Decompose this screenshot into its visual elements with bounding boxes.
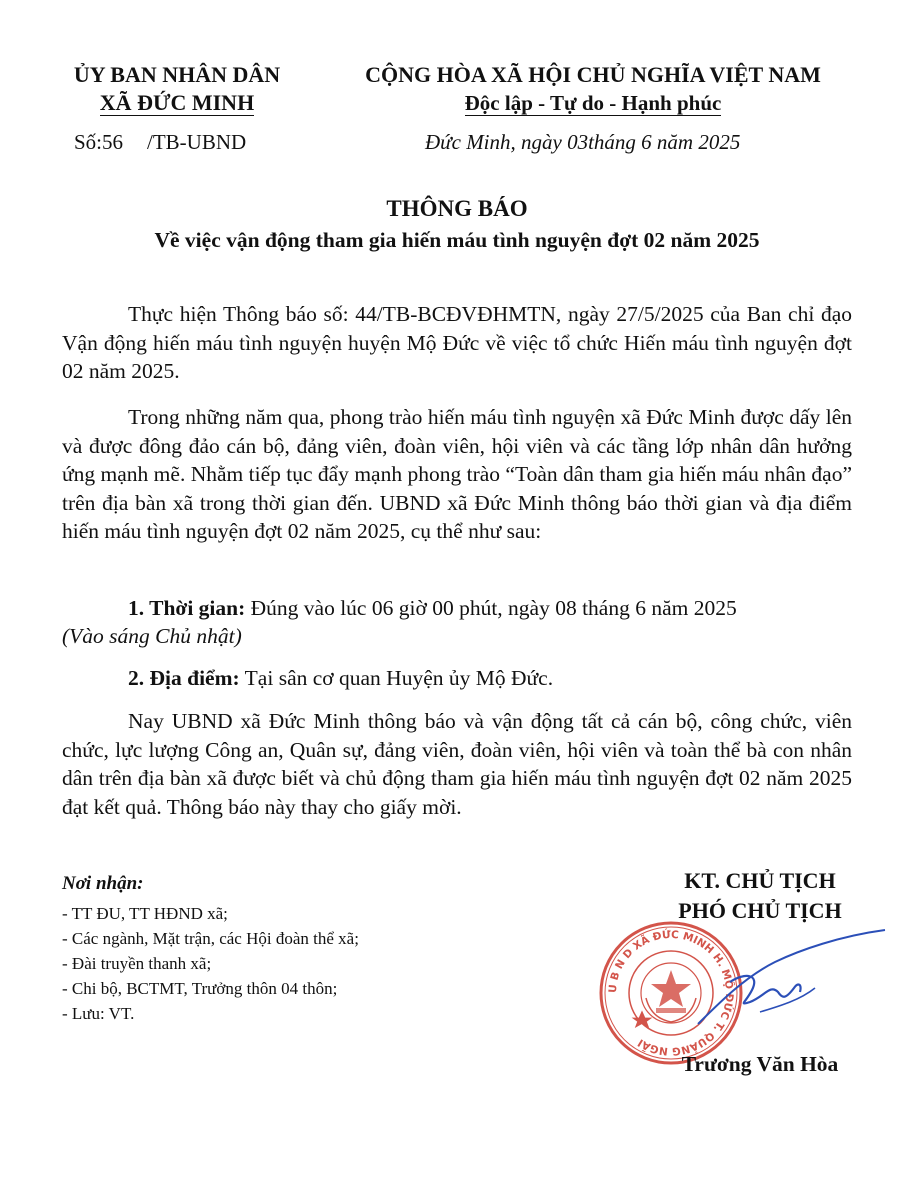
document-subject: Về việc vận động tham gia hiến máu tình nguyện đợt 02 năm 2025 [154, 228, 760, 252]
place-item [62, 664, 852, 693]
place-date-prefix: Đức Minh, ngày [425, 130, 562, 154]
recipient-item: - TT ĐU, TT HĐND xã; [62, 904, 228, 923]
number-value: 56 [102, 130, 124, 154]
recipient-item: - Các ngành, Mặt trận, các Hội đoàn thể xã; [62, 929, 359, 948]
place-label: 2. Địa điểm: [128, 666, 240, 690]
national-header [326, 61, 860, 117]
recipient-item: - Đài truyền thanh xã; [62, 954, 212, 973]
place-date-suffix: tháng 6 năm 2025 [588, 130, 741, 154]
signature-line1: KT. CHỦ TỊCH [684, 868, 836, 893]
recipient-item: - Lưu: VT. [62, 1004, 135, 1023]
recipient-item: - Chi bộ, BCTMT, Trưởng thôn 04 thôn; [62, 979, 338, 998]
nation-line1: CỘNG HÒA XÃ HỘI CHỦ NGHĨA VIỆT NAM [365, 62, 821, 87]
recipients-title: Nơi nhận: [62, 873, 144, 894]
place-date [425, 130, 740, 155]
time-text: Đúng vào lúc 06 giờ 00 phút, ngày 08 tháng 6 năm 2025 [250, 596, 737, 620]
recipients [62, 873, 359, 1026]
agency-line2-text: XÃ ĐỨC MINH [99, 90, 255, 115]
place-date-day: 03 [567, 130, 589, 154]
seal-text: U B N D XÃ ĐỨC MINH H. MỘ ĐỨC T. QUẢNG NGÃI [606, 928, 736, 1058]
agency-line2 [52, 89, 302, 117]
signer-name: Trương Văn Hòa [681, 1052, 839, 1076]
paragraph-1: Thực hiện Thông báo số: 44/TB-BCĐVĐHMTN, ngày 27/5/2025 của Ban chỉ đạo Vận động hiến máu tình nguyện huyện Mộ Đức về việc tổ chức Hiến máu tình nguyện đợt 02 năm 2025. [62, 302, 852, 383]
agency-name [52, 61, 302, 117]
number-suffix: /TB-UBND [147, 130, 247, 154]
place-text: Tại sân cơ quan Huyện ủy Mộ Đức. [244, 666, 554, 690]
number-prefix: Số: [74, 130, 103, 154]
paragraph-final: Nay UBND xã Đức Minh thông báo và vận động tất cả cán bộ, công chức, viên chức, lực lượng Công an, Quân sự, đảng viên, đoàn viên, hội viên và toàn thể bà con nhân dân trên địa bàn xã được biết và chủ động tham gia hiến máu tình nguyện đợt 02 năm 2025 đạt kết quả. Thông báo này thay cho giấy mời. [62, 709, 852, 819]
document-number [74, 130, 246, 155]
time-label: 1. Thời gian: [128, 596, 246, 620]
time-note: (Vào sáng Chủ nhật) [62, 624, 242, 648]
signature-block [640, 866, 880, 926]
time-item [62, 594, 852, 623]
document-title: THÔNG BÁO [386, 196, 528, 221]
recipients-list [62, 901, 359, 1026]
agency-line1: ỦY BAN NHÂN DÂN [73, 62, 281, 87]
paragraph-2: Trong những năm qua, phong trào hiến máu tình nguyện xã Đức Minh được dấy lên và được đông đảo cán bộ, đảng viên, đoàn viên, hội viên và các tầng lớp nhân dân hưởng ứng mạnh mẽ. Nhằm tiếp tục đẩy mạnh phong trào “Toàn dân tham gia hiến máu nhân đạo” trên địa bàn xã trong thời gian đến. UBND xã Đức Minh thông báo thời gian và địa điểm hiến máu tình nguyện đợt 02 năm 2025, cụ thể như sau: [62, 405, 852, 543]
nation-line2 [326, 89, 860, 117]
nation-motto: Độc lập - Tự do - Hạnh phúc [464, 91, 722, 115]
handwritten-signature [690, 922, 890, 1032]
signature-line2: PHÓ CHỦ TỊCH [678, 898, 842, 923]
